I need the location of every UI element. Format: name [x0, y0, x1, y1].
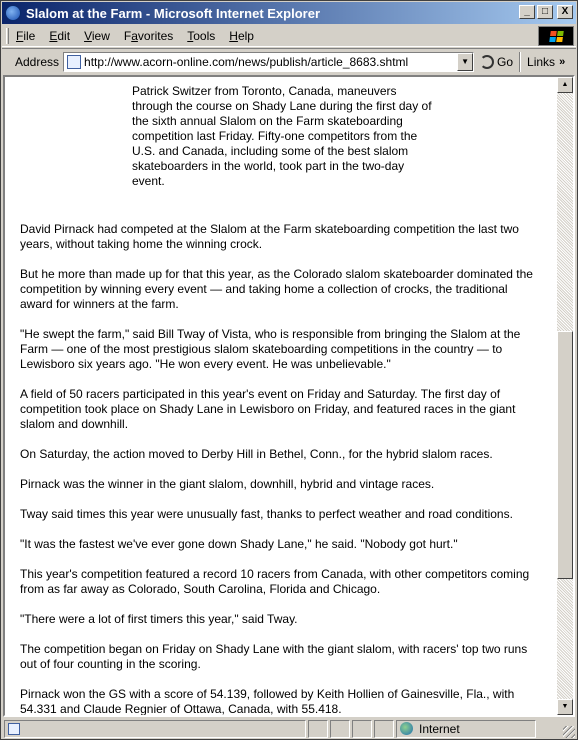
url-input[interactable]	[84, 55, 456, 69]
address-dropdown-button[interactable]: ▼	[457, 53, 473, 71]
article-paragraph: The competition began on Friday on Shady Lane with the giant slalom, with racers' top two runs out of four counting in the scoring.	[20, 642, 528, 671]
scroll-down-button[interactable]: ▼	[557, 699, 573, 715]
title-bar[interactable]	[2, 2, 576, 24]
scroll-thumb[interactable]	[557, 331, 573, 579]
go-button[interactable]: Go	[480, 55, 513, 69]
maximize-button[interactable]: □	[537, 5, 553, 19]
address-bar	[2, 48, 576, 74]
status-pane	[374, 720, 394, 738]
page-status-icon	[8, 723, 20, 735]
article-paragraph: A field of 50 racers participated in this year's event on Friday and Saturday. The first day of competition took place on Shady Lane in Lewisboro on Friday, and featured races in the giant slalom and downhill.	[20, 387, 516, 431]
page-content-frame	[3, 75, 575, 717]
article-paragraph: But he more than made up for that this year, as the Colorado slalom skateboarder dominated the competition by winning every event — and taking home a collection of crocks, the traditional award for winners at the farm.	[20, 267, 533, 311]
security-zone[interactable]: Internet	[396, 720, 536, 738]
window-controls	[519, 5, 573, 19]
status-pane	[330, 720, 350, 738]
article-paragraph: Tway said times this year were unusually fast, thanks to perfect weather and road conditions.	[20, 507, 513, 521]
article-paragraph: Pirnack was the winner in the giant slalom, downhill, hybrid and vintage races.	[20, 477, 435, 491]
article-paragraph: "There were a lot of first timers this year," said Tway.	[20, 612, 298, 626]
menu-tools[interactable]: Tools	[187, 28, 216, 43]
article-body	[20, 79, 540, 717]
page-icon	[67, 55, 81, 69]
chevron-right-icon[interactable]: »	[559, 55, 566, 68]
toolbar-separator	[519, 52, 521, 72]
menu-bar	[2, 25, 576, 47]
article-paragraph: This year's competition featured a record 10 racers from Canada, with other competitors coming from as far away as Colorado, South Carolina, Florida and Chicago.	[20, 567, 530, 596]
menu-file[interactable]: File	[16, 28, 36, 43]
menu-edit[interactable]: Edit	[49, 28, 71, 43]
address-field[interactable]	[63, 52, 474, 72]
ie-logo-icon	[5, 5, 21, 21]
scroll-up-button[interactable]: ▲	[557, 77, 573, 93]
article-paragraph: David Pirnack had competed at the Slalom at the Farm skateboarding competition the last two years, without taking home the winning crock.	[20, 222, 519, 251]
menu-favorites[interactable]: Favorites	[123, 28, 174, 43]
status-text-pane	[4, 720, 306, 738]
close-button[interactable]: X	[557, 5, 573, 19]
status-pane	[352, 720, 372, 738]
address-label: Address	[15, 54, 60, 69]
article-paragraph: "He swept the farm," said Bill Tway of Vista, who is responsible from bringing the Slalom at the Farm — one of the most prestigious slalom skateboarding competitions in the country — to Lewisboro six years ago. "He won every event. He was unbelievable."	[20, 327, 521, 371]
status-pane	[308, 720, 328, 738]
go-arrow-icon	[480, 55, 494, 69]
article-paragraph: Pirnack won the GS with a score of 54.139, followed by Keith Hollien of Gainesville, Fla., with 54.331 and Claude Regnier of Ottawa, Canada, with 55.418.	[20, 687, 515, 716]
window-title: Slalom at the Farm - Microsoft Internet Explorer	[26, 5, 320, 21]
links-button[interactable]: Links	[527, 54, 556, 69]
status-bar	[2, 718, 576, 739]
resize-grip[interactable]	[563, 726, 575, 738]
menu-help[interactable]: Help	[229, 28, 254, 43]
globe-icon	[400, 722, 413, 735]
vertical-scrollbar[interactable]	[557, 77, 573, 715]
article-paragraph: On Saturday, the action moved to Derby Hill in Bethel, Conn., for the hybrid slalom races.	[20, 447, 493, 461]
menu-view[interactable]: View	[84, 28, 110, 43]
article-paragraph: "It was the fastest we've ever gone down Shady Lane," he said. "Nobody got hurt."	[20, 537, 458, 551]
photo-caption: Patrick Switzer from Toronto, Canada, maneuvers through the course on Shady Lane during the first day of the sixth annual Slalom on the Farm skateboarding competition last Friday. Fifty-one competitors from the U.S. and Canada, including some of the best slalom skateboarders in the world, took part in the two-day event.	[132, 84, 432, 188]
minimize-button[interactable]: _	[519, 5, 535, 19]
windows-logo-icon	[538, 26, 574, 46]
